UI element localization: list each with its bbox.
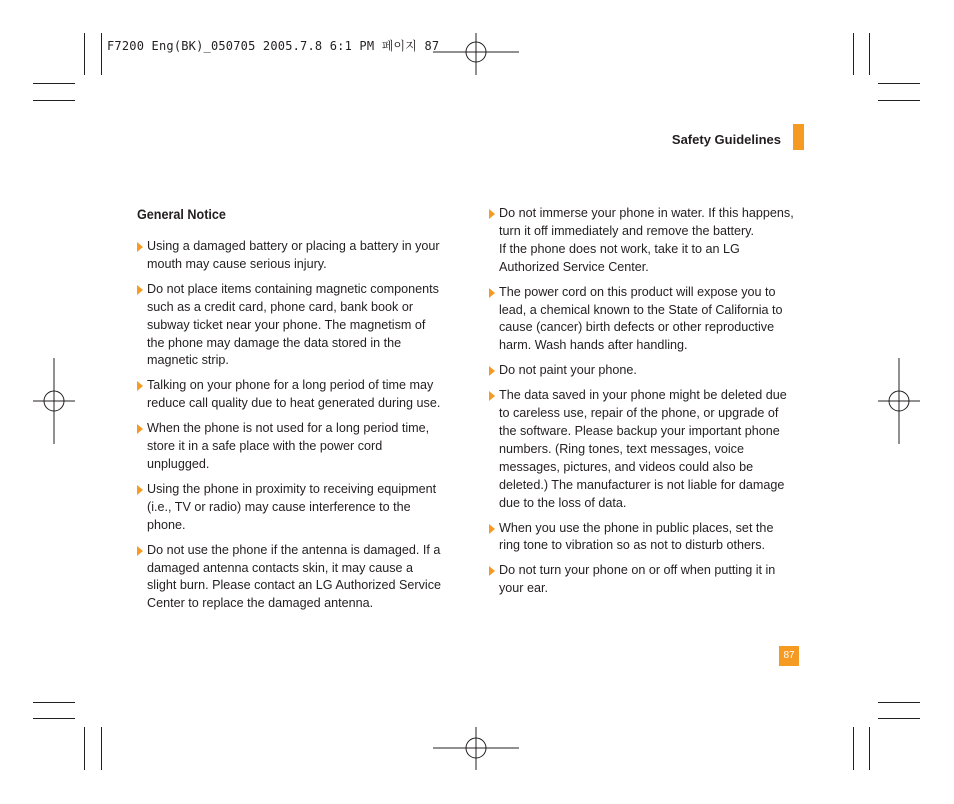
triangle-bullet-icon <box>137 381 143 391</box>
notice-item <box>137 377 452 413</box>
crop-mark <box>101 33 102 75</box>
notice-text: The power cord on this product will expose you to lead, a chemical known to the State of California to cause (cancer) birth defects or other reproductive harm. Wash hands after handling. <box>499 284 783 353</box>
crop-mark <box>33 100 75 101</box>
notice-text: Do not immerse your phone in water. If this happens, turn it off immediately and remove the battery. If the phone does not work, take it to an LG Authorized Service Center. <box>499 206 794 274</box>
crop-mark <box>853 33 854 75</box>
triangle-bullet-icon <box>137 424 143 434</box>
crop-mark <box>878 702 920 703</box>
registration-mark-icon <box>433 727 519 770</box>
crop-mark <box>878 718 920 719</box>
notice-text: Using a damaged battery or placing a battery in your mouth may cause serious injury. <box>147 239 440 271</box>
notice-item <box>137 238 452 274</box>
crop-mark <box>84 727 85 770</box>
registration-mark-icon <box>33 358 75 444</box>
triangle-bullet-icon <box>137 242 143 252</box>
crop-mark <box>878 100 920 101</box>
notice-text: Do not place items containing magnetic components such as a credit card, phone card, bank book or subway ticket near your phone. The magnetism of the phone may damage the data stored in the magnetic strip. <box>147 281 439 368</box>
page-number: 87 <box>779 646 799 666</box>
running-header-title: Safety Guidelines <box>671 132 781 147</box>
left-notice-list <box>137 238 452 613</box>
notice-item <box>137 481 452 535</box>
triangle-bullet-icon <box>489 288 495 298</box>
section-heading: General Notice <box>137 206 226 222</box>
notice-text: Do not use the phone if the antenna is damaged. If a damaged antenna contacts skin, it may cause a slight burn. Please contact an LG Authorized Service Center to replace the damaged antenna. <box>147 542 442 611</box>
notice-item <box>489 562 804 598</box>
right-column <box>489 205 804 605</box>
triangle-bullet-icon <box>489 566 495 576</box>
triangle-bullet-icon <box>489 366 495 376</box>
notice-text: Using the phone in proximity to receiving equipment (i.e., TV or radio) may cause interference to the phone. <box>147 481 437 532</box>
crop-mark <box>33 718 75 719</box>
crop-mark <box>84 33 85 75</box>
triangle-bullet-icon <box>489 209 495 219</box>
notice-item <box>489 362 804 380</box>
notice-text: Talking on your phone for a long period of time may reduce call quality due to heat generated during use. <box>147 378 441 411</box>
triangle-bullet-icon <box>137 285 143 295</box>
notice-text: When you use the phone in public places, set the ring tone to vibration so as not to disturb others. <box>499 520 774 553</box>
crop-mark <box>878 83 920 84</box>
notice-item <box>489 520 804 556</box>
header-accent-tab <box>793 124 804 150</box>
left-column <box>137 205 452 620</box>
notice-item <box>137 542 452 614</box>
notice-text: When the phone is not used for a long period time, store it in a safe place with the power cord unplugged. <box>147 421 430 471</box>
notice-text: Do not paint your phone. <box>499 363 637 378</box>
registration-mark-icon <box>878 358 920 444</box>
notice-item <box>137 420 452 474</box>
notice-item <box>137 281 452 371</box>
registration-mark-icon <box>433 33 519 75</box>
crop-mark <box>869 33 870 75</box>
crop-mark <box>869 727 870 770</box>
triangle-bullet-icon <box>137 546 143 556</box>
triangle-bullet-icon <box>137 485 143 495</box>
right-notice-list <box>489 205 804 598</box>
crop-mark <box>853 727 854 770</box>
triangle-bullet-icon <box>489 524 495 534</box>
triangle-bullet-icon <box>489 391 495 401</box>
notice-item <box>489 284 804 356</box>
crop-mark <box>33 702 75 703</box>
crop-mark <box>33 83 75 84</box>
notice-item <box>489 205 804 277</box>
notice-item <box>489 387 804 512</box>
notice-text: Do not turn your phone on or off when putting it in your ear. <box>499 563 776 596</box>
crop-mark <box>101 727 102 770</box>
notice-text: The data saved in your phone might be deleted due to careless use, repair of the phone, or upgrade of the software. Please backup your important phone numbers. (Ring tones, text messages, voice messages, pictures, and videos could also be deleted.) The manufacturer is not liable for damage due to the loss of data. <box>499 388 787 510</box>
print-slug: F7200 Eng(BK)_050705 2005.7.8 6:1 PM 페이지 87 <box>107 39 440 53</box>
